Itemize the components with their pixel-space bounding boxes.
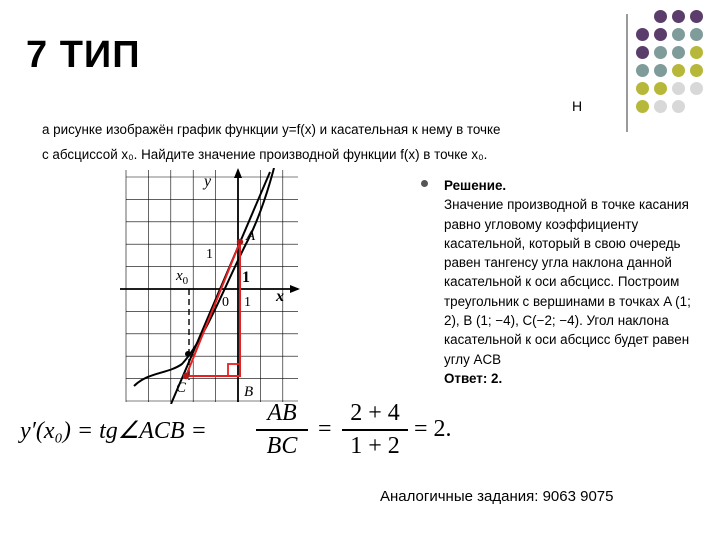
formula-eq2: = 2. [414,416,452,442]
x0-label: $x_0$ [176,268,189,287]
problem-text-line-2: с абсциссой x₀. Найдите значение производной функции f(x) в точке x₀. [42,147,488,162]
decor-dot [690,64,703,77]
bullet-icon [421,180,428,187]
x-axis-arrow [290,285,300,293]
decor-dot [654,100,667,113]
decor-dot [654,28,667,41]
decor-dot [636,28,649,41]
decor-dots [636,10,720,122]
function-curve [134,168,274,386]
point-a [237,239,243,245]
solution-block [444,176,694,388]
point-b-label: B [244,384,254,400]
decor-dot [672,82,685,95]
decor-dot [690,82,703,95]
decor-dot [672,10,685,23]
decor-dot [690,28,703,41]
formula-eq1: = [318,416,332,442]
formula-lhs: y′(x₀) = tg∠ACB = [20,418,207,444]
decor-dot [672,28,685,41]
problem-text-first-letter: Н [572,98,583,114]
fraction-ab-bc [256,400,308,460]
decor-dot [654,82,667,95]
fraction-numeric-denominator: 1 + 2 [350,433,400,459]
solution-body: Значение производной в точке касания равно угловому коэффициенту касательной, который в свою очередь равен тангенсу угла наклона данной касательной к оси абсцисс. Построим треугольник с вершинами в точках A (1; 2), B (1; −4), C(−2; −4). Угол наклона касательной к оси абсцисс будет равен углу ACB [444,197,691,367]
decor-dot [672,46,685,59]
function-graph [120,168,300,404]
solution-heading: Решение. [444,178,507,193]
graph-grid [126,170,298,402]
tick-y-1: 1 [206,247,213,262]
decor-divider-line [626,14,628,132]
decor-dot [672,100,685,113]
decor-dot [654,64,667,77]
decor-dot [654,10,667,23]
fraction-ab-bc-numerator: AB [267,400,297,426]
tangency-point [185,351,191,357]
tick-x-1: 1 [244,295,251,310]
problem-text-line-1: а рисунке изображён график функции y=f(x) и касательная к нему в точке [42,122,501,137]
unit-segment-label: 1 [242,269,250,286]
decor-dot [690,10,703,23]
origin-label: 0 [222,295,229,310]
similar-tasks: Аналогичные задания: 9063 9075 [380,488,614,505]
decor-dot [636,100,649,113]
fraction-numeric-numerator: 2 + 4 [350,400,400,426]
decor-dot [636,46,649,59]
point-a-label: A [246,228,256,244]
answer: Ответ: 2. [444,370,503,386]
slide-title: 7 ТИП [26,34,141,76]
decor-dot [690,46,703,59]
y-axis-arrow [234,168,242,178]
fraction-ab-bc-denominator: BC [266,433,298,459]
decor-dot [636,64,649,77]
point-c-label: C [176,380,187,396]
decor-dot [672,64,685,77]
decor-dot [636,82,649,95]
x-axis-label: x [276,288,284,305]
fraction-numeric [342,400,408,460]
decor-dot [654,46,667,59]
y-axis-label: y [204,173,212,190]
point-c [183,373,189,379]
